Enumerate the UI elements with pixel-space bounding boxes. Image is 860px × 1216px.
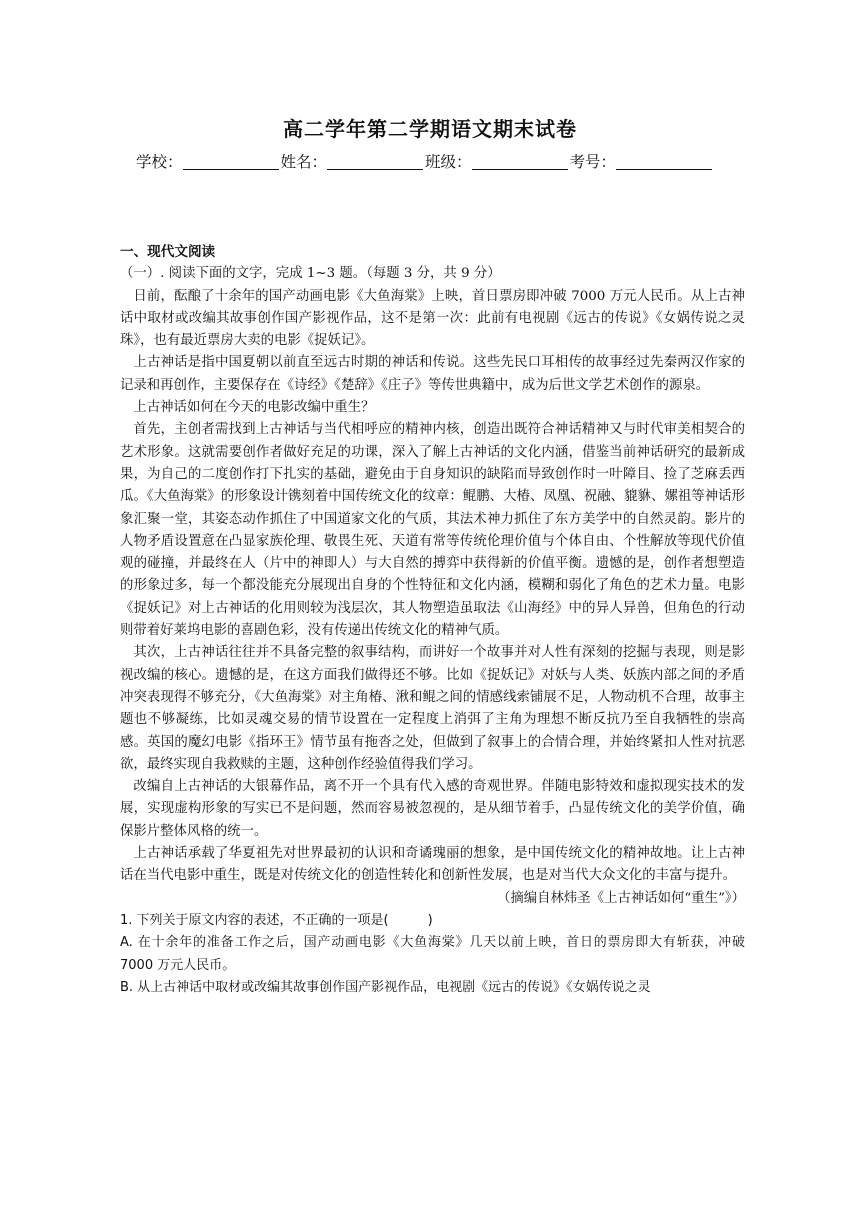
student-info-line bbox=[136, 150, 736, 172]
paragraph: 首先，主创者需找到上古神话与当代相呼应的精神内核，创造出既符合神话精神又与时代审美相契合的艺术形象。这就需要创作者做好充足的功课，深入了解上古神话的文化内涵，借鉴当前神话研究的最新成果，为自己的二度创作打下扎实的基础，避免由于自身知识的缺陷而导致创作时一叶障目、捡了芝麻丢西瓜。《大鱼海棠》的形象设计镌刻着中国传统文化的纹章：鲲鹏、大椿、凤凰、祝融、貔貅、嫘祖等神话形象汇聚一堂，其姿态动作抓住了中国道家文化的气质，其法术神力抓住了东方美学中的自然灵韵。影片的人物矛盾设置意在凸显家族伦理、敬畏生死、天道有常等传统伦理价值与个体自由、个性解放等现代价值观的碰撞，并最终在人（片中的神即人）与大自然的搏弈中获得新的价值平衡。遗憾的是，创作者想塑造的形象过多，每一个都没能充分展现出自身的个性特征和文化内涵，模糊和弱化了角色的艺术力量。电影《捉妖记》对上古神话的化用则较为浅层次，其人物塑造虽取法《山海经》中的异人异兽，但角色的行动则带着好莱坞电影的喜剧色彩，没有传递出传统文化的精神气质。 bbox=[120, 422, 745, 639]
page-title: 高二学年第二学期语文期末试卷 bbox=[283, 117, 577, 141]
exam-no-label: 考号： bbox=[569, 153, 617, 171]
paragraph: 上古神话承载了华夏祖先对世界最初的认识和奇谲瑰丽的想象，是中国传统文化的精神故地。让上古神话在当代电影中重生，既是对传统文化的创造性转化和创新性发展，也是对当代大众文化的丰富与提升。 bbox=[120, 846, 745, 884]
paragraph: 日前，酝酿了十余年的国产动画电影《大鱼海棠》上映，首日票房即冲破 7000 万元人民币。从上古神话中取材或改编其故事创作国产影视作品，这不是第一次：此前有电视剧《远古的传说》《女娲传说之灵珠》，也有最近票房大卖的电影《捉妖记》。 bbox=[120, 288, 745, 349]
reading-section bbox=[120, 241, 745, 999]
school-blank[interactable] bbox=[183, 154, 279, 170]
class-blank[interactable] bbox=[472, 154, 568, 170]
section-instruction: （一）. 阅读下面的文字，完成 1~3 题。（每题 3 分，共 9 分） bbox=[120, 266, 501, 282]
source-citation: （摘编自林炜圣《上古神话如何“重生”》） bbox=[496, 890, 745, 906]
exam-no-blank[interactable] bbox=[616, 154, 712, 170]
name-blank[interactable] bbox=[327, 154, 423, 170]
option-b: B. 从上古神话中取材或改编其故事创作国产影视作品，电视剧《远古的传说》《女娲传说之灵 bbox=[120, 979, 651, 995]
class-label: 班级： bbox=[425, 153, 472, 171]
paragraph: 上古神话如何在今天的电影改编中重生？ bbox=[133, 400, 375, 416]
school-label: 学校： bbox=[136, 153, 183, 171]
paragraph: 上古神话是指中国夏朝以前直至远古时期的神话和传说。这些先民口耳相传的故事经过先秦两汉作家的记录和再创作，主要保存在《诗经》《楚辞》《庄子》等传世典籍中，成为后世文学艺术创作的源泉。 bbox=[120, 355, 745, 393]
paragraph: 其次，上古神话往往并不具备完整的叙事结构，而讲好一个故事并对人性有深刻的挖掘与表现，则是影视改编的核心。遗憾的是，在这方面我们做得还不够。比如《捉妖记》对妖与人类、妖族内部之间的矛盾冲突表现得不够充分，《大鱼海棠》对主角椿、湫和鲲之间的情感线索铺展不足，人物动机不合理，故事主题也不够凝练，比如灵魂交易的情节设置在一定程度上消弭了主角为理想不断反抗乃至自我牺牲的崇高感。英国的魔幻电影《指环王》情节虽有拖沓之处，但做到了叙事上的合情合理，并始终紧扣人性对抗恶欲，最终实现自我救赎的主题，这种创作经验值得我们学习。 bbox=[120, 645, 745, 772]
paragraph: 改编自上古神话的大银幕作品，离不开一个具有代入感的奇观世界。伴随电影特效和虚拟现实技术的发展，实现虚构形象的写实已不是问题，然而容易被忽视的，是从细节着手，凸显传统文化的美学价值，确保影片整体风格的统一。 bbox=[120, 779, 745, 839]
question-1: 1. 下列关于原文内容的表述，不正确的一项是( ) bbox=[120, 912, 433, 928]
option-a: A. 在十余年的准备工作之后，国产动画电影《大鱼海棠》几天以前上映，首日的票房即大有斩获，冲破 7000 万元人民币。 bbox=[120, 935, 745, 973]
name-label: 姓名： bbox=[280, 153, 328, 171]
section-heading: 一、现代文阅读 bbox=[120, 244, 216, 260]
